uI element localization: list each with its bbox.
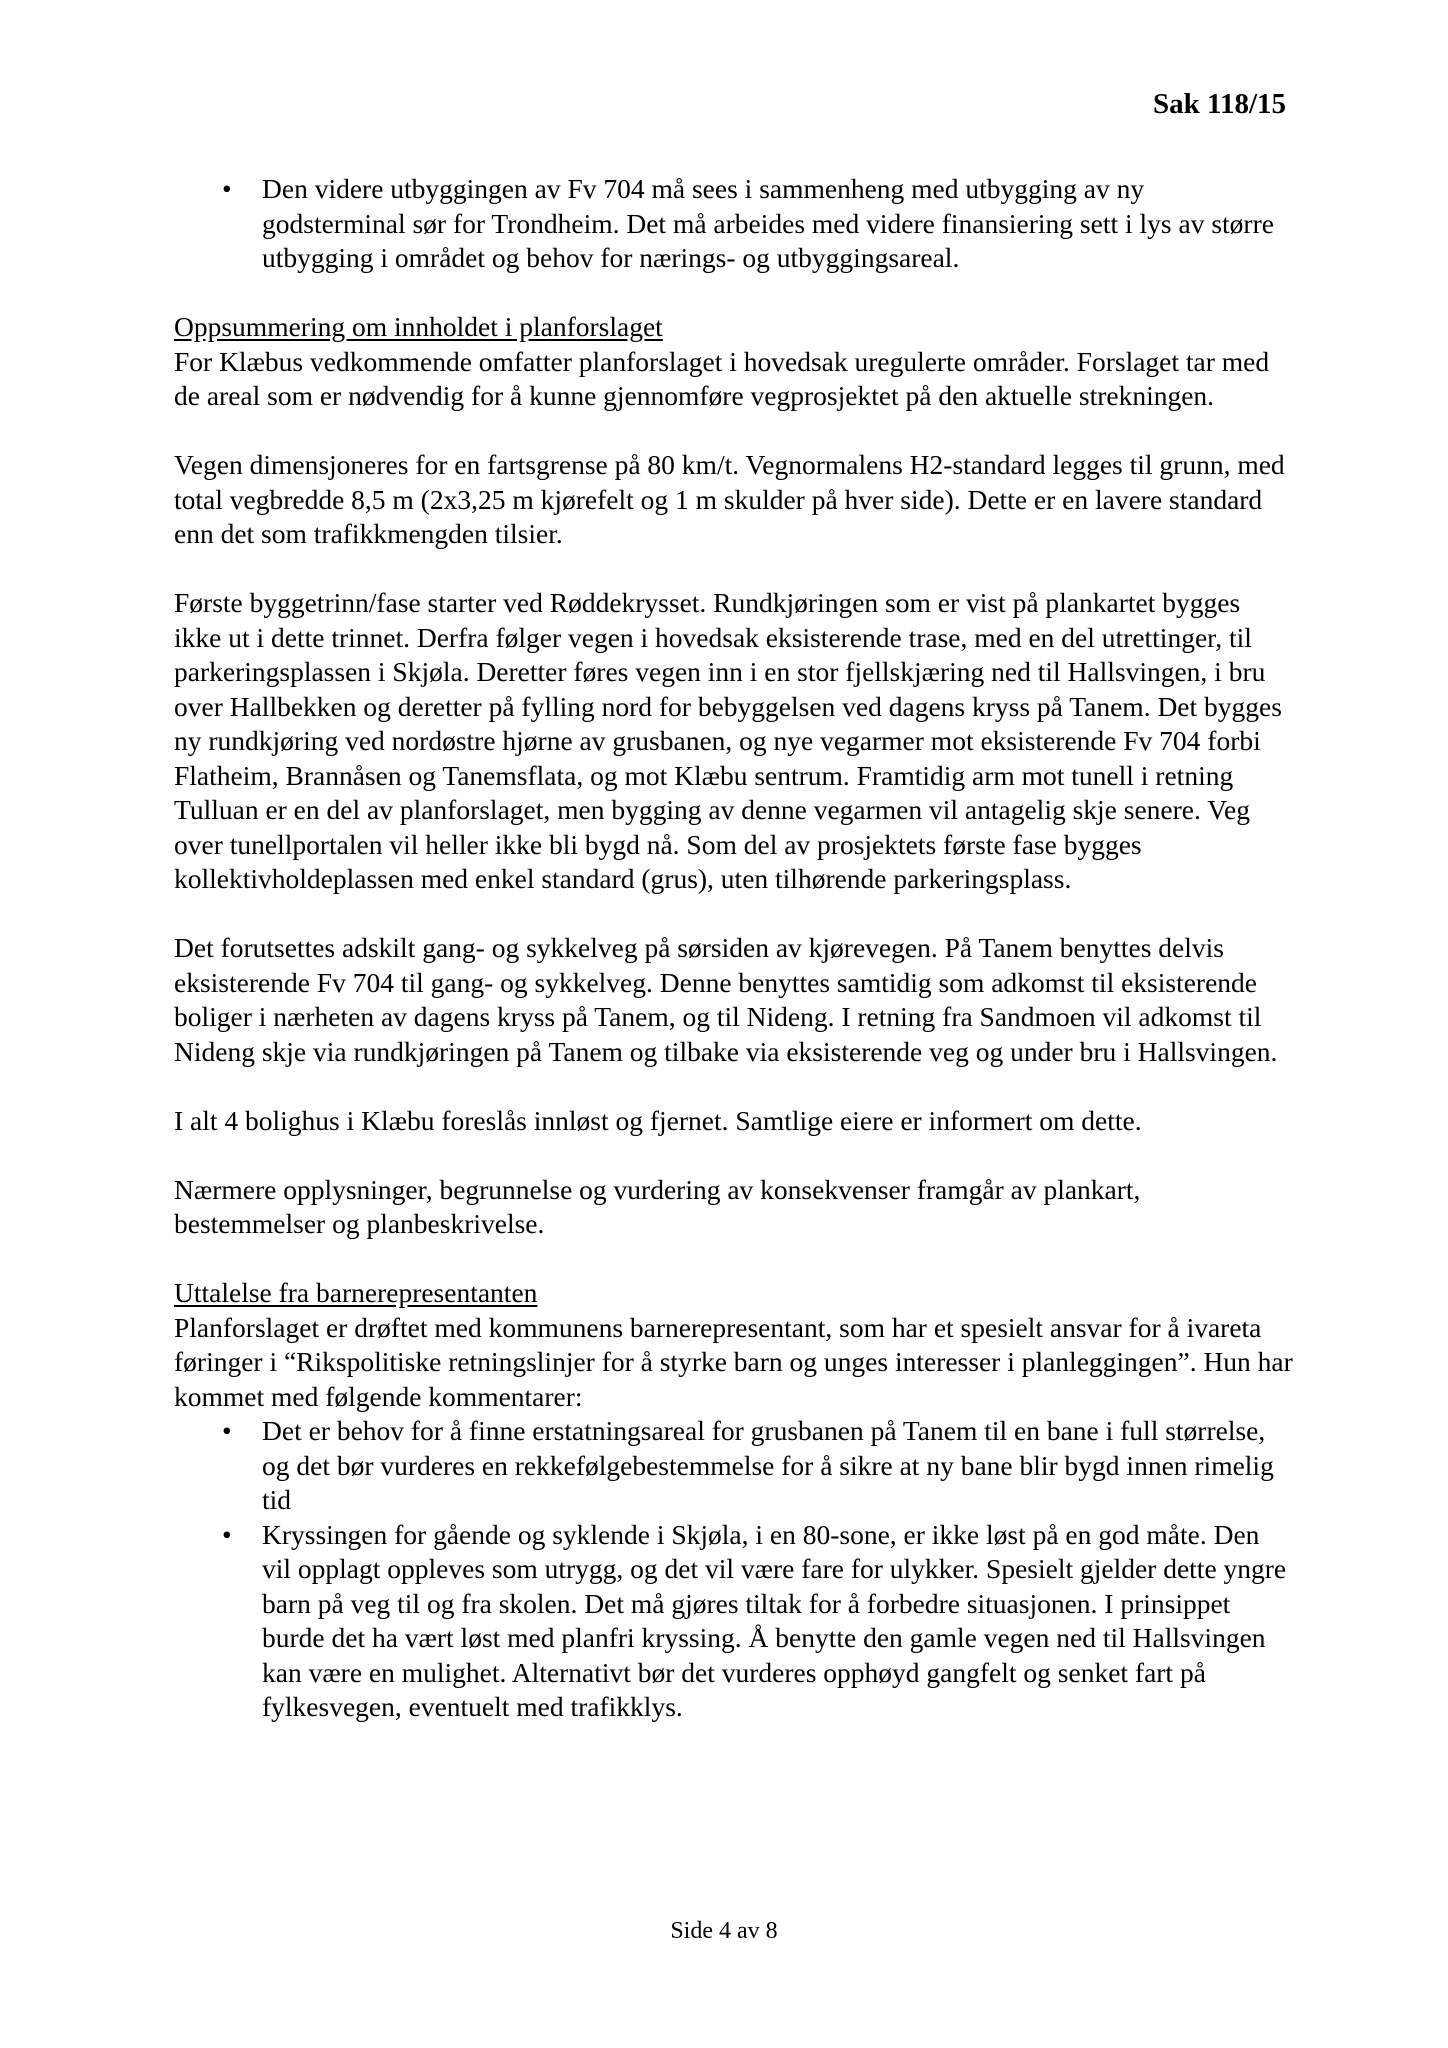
list-item (174, 172, 1294, 276)
paragraph: Vegen dimensjoneres for en fartsgrense på 80 km/t. Vegnormalens H2-standard legges til grunn, med total vegbredde 8,5 m (2x3,25 m kjørefelt og 1 m skulder på hver side). Dette er en lavere standard enn det som trafikkmengden tilsier. (174, 449, 1285, 549)
paragraph: Planforslaget er drøftet med kommunens barnerepresentant, som har et spesielt ansvar for å ivareta føringer i “Rikspolitiske retningslinjer for å styrke barn og unges interesser i planleggingen”. Hun har kommet med følgende kommentarer: (174, 1311, 1293, 1412)
bullet-text: Den videre utbyggingen av Fv 704 må sees i sammenheng med utbygging av ny godsterminal sør for Trondheim. Det må arbeides med videre finansiering sett i lys av større utbygging i området og behov for nærings- og utbyggingsareal. (262, 173, 1274, 273)
paragraph: Det forutsettes adskilt gang- og sykkelveg på sørsiden av kjørevegen. På Tanem benyttes delvis eksisterende Fv 704 til gang- og sykkelveg. Denne benyttes samtidig som adkomst til eksisterende boliger i nærheten av dagens kryss på Tanem, og til Nideng. I retning fra Sandmoen vil adkomst til Nideng skje via rundkjøringen på Tanem og tilbake via eksisterende veg og under bru i Hallsvingen. (174, 932, 1278, 1067)
section-heading-child-rep: Uttalelse fra barnerepresentanten (174, 1277, 538, 1308)
list-item (174, 1518, 1294, 1725)
bullet-text: Kryssingen for gående og syklende i Skjøla, i en 80-sone, er ikke løst på en god måte. Den vil opplagt oppleves som utrygg, og det vil være fare for ulykker. Spesielt gjelder dette yngre barn på veg til og fra skolen. Det må gjøres tiltak for å forbedre situasjonen. I prinsippet burde det ha vært løst med planfri kryssing. Å benytte den gamle vegen ned til Hallsvingen kan være en mulighet. Alternativt bør det vurderes opphøyd gangfelt og senket fart på fylkesvegen, eventuelt med trafikklys. (262, 1518, 1287, 1722)
bullet-icon: • (222, 173, 232, 204)
bullet-list-top (174, 172, 1294, 276)
list-item (174, 1414, 1294, 1518)
paragraph: Første byggetrinn/fase starter ved Røddekrysset. Rundkjøringen som er vist på plankartet bygges ikke ut i dette trinnet. Derfra følger vegen i hovedsak eksisterende trase, med en del utrettinger, til parkeringsplassen i Skjøla. Deretter føres vegen inn i en stor fjellskjæring ned til Hallsvingen, i bru over Hallbekken og deretter på fylling nord for bebyggelsen ved dagens kryss på Tanem. Det bygges ny rundkjøring ved nordøstre hjørne av grusbanen, og nye vegarmer mot eksisterende Fv 704 forbi Flatheim, Brannåsen og Tanemsflata, og mot Klæbu sentrum. Framtidig arm mot tunell i retning Tulluan er en del av planforslaget, men bygging av denne vegarmen vil antagelig skje senere. Veg over tunellportalen vil heller ikke bli bygd nå. Som del av prosjektets første fase bygges kollektivholdeplassen med enkel standard (grus), uten tilhørende parkeringsplass. (174, 587, 1282, 894)
case-number: Sak 118/15 (1153, 88, 1286, 120)
bullet-text: Det er behov for å finne erstatningsareal for grusbanen på Tanem til en bane i full størrelse, og det bør vurderes en rekkefølgebestemmelse for å sikre at ny bane blir bygd innen rimelig tid (262, 1415, 1274, 1515)
bullet-icon: • (222, 1415, 232, 1446)
paragraph: For Klæbus vedkommende omfatter planforslaget i hovedsak uregulerte områder. Forslaget tar med de areal som er nødvendig for å kunne gjennomføre vegprosjektet på den aktuelle strekningen. (174, 345, 1270, 411)
section-heading-summary: Oppsummering om innholdet i planforslaget (174, 311, 663, 342)
document-body (174, 172, 1294, 1725)
bullet-icon: • (222, 1518, 232, 1550)
page-number: Side 4 av 8 (670, 1918, 778, 1944)
paragraph: Nærmere opplysninger, begrunnelse og vurdering av konsekvenser framgår av plankart, bestemmelser og planbeskrivelse. (174, 1173, 1141, 1239)
paragraph: I alt 4 bolighus i Klæbu foreslås innløst og fjernet. Samtlige eiere er informert om dette. (174, 1104, 1142, 1136)
bullet-list-child-rep (174, 1414, 1294, 1725)
